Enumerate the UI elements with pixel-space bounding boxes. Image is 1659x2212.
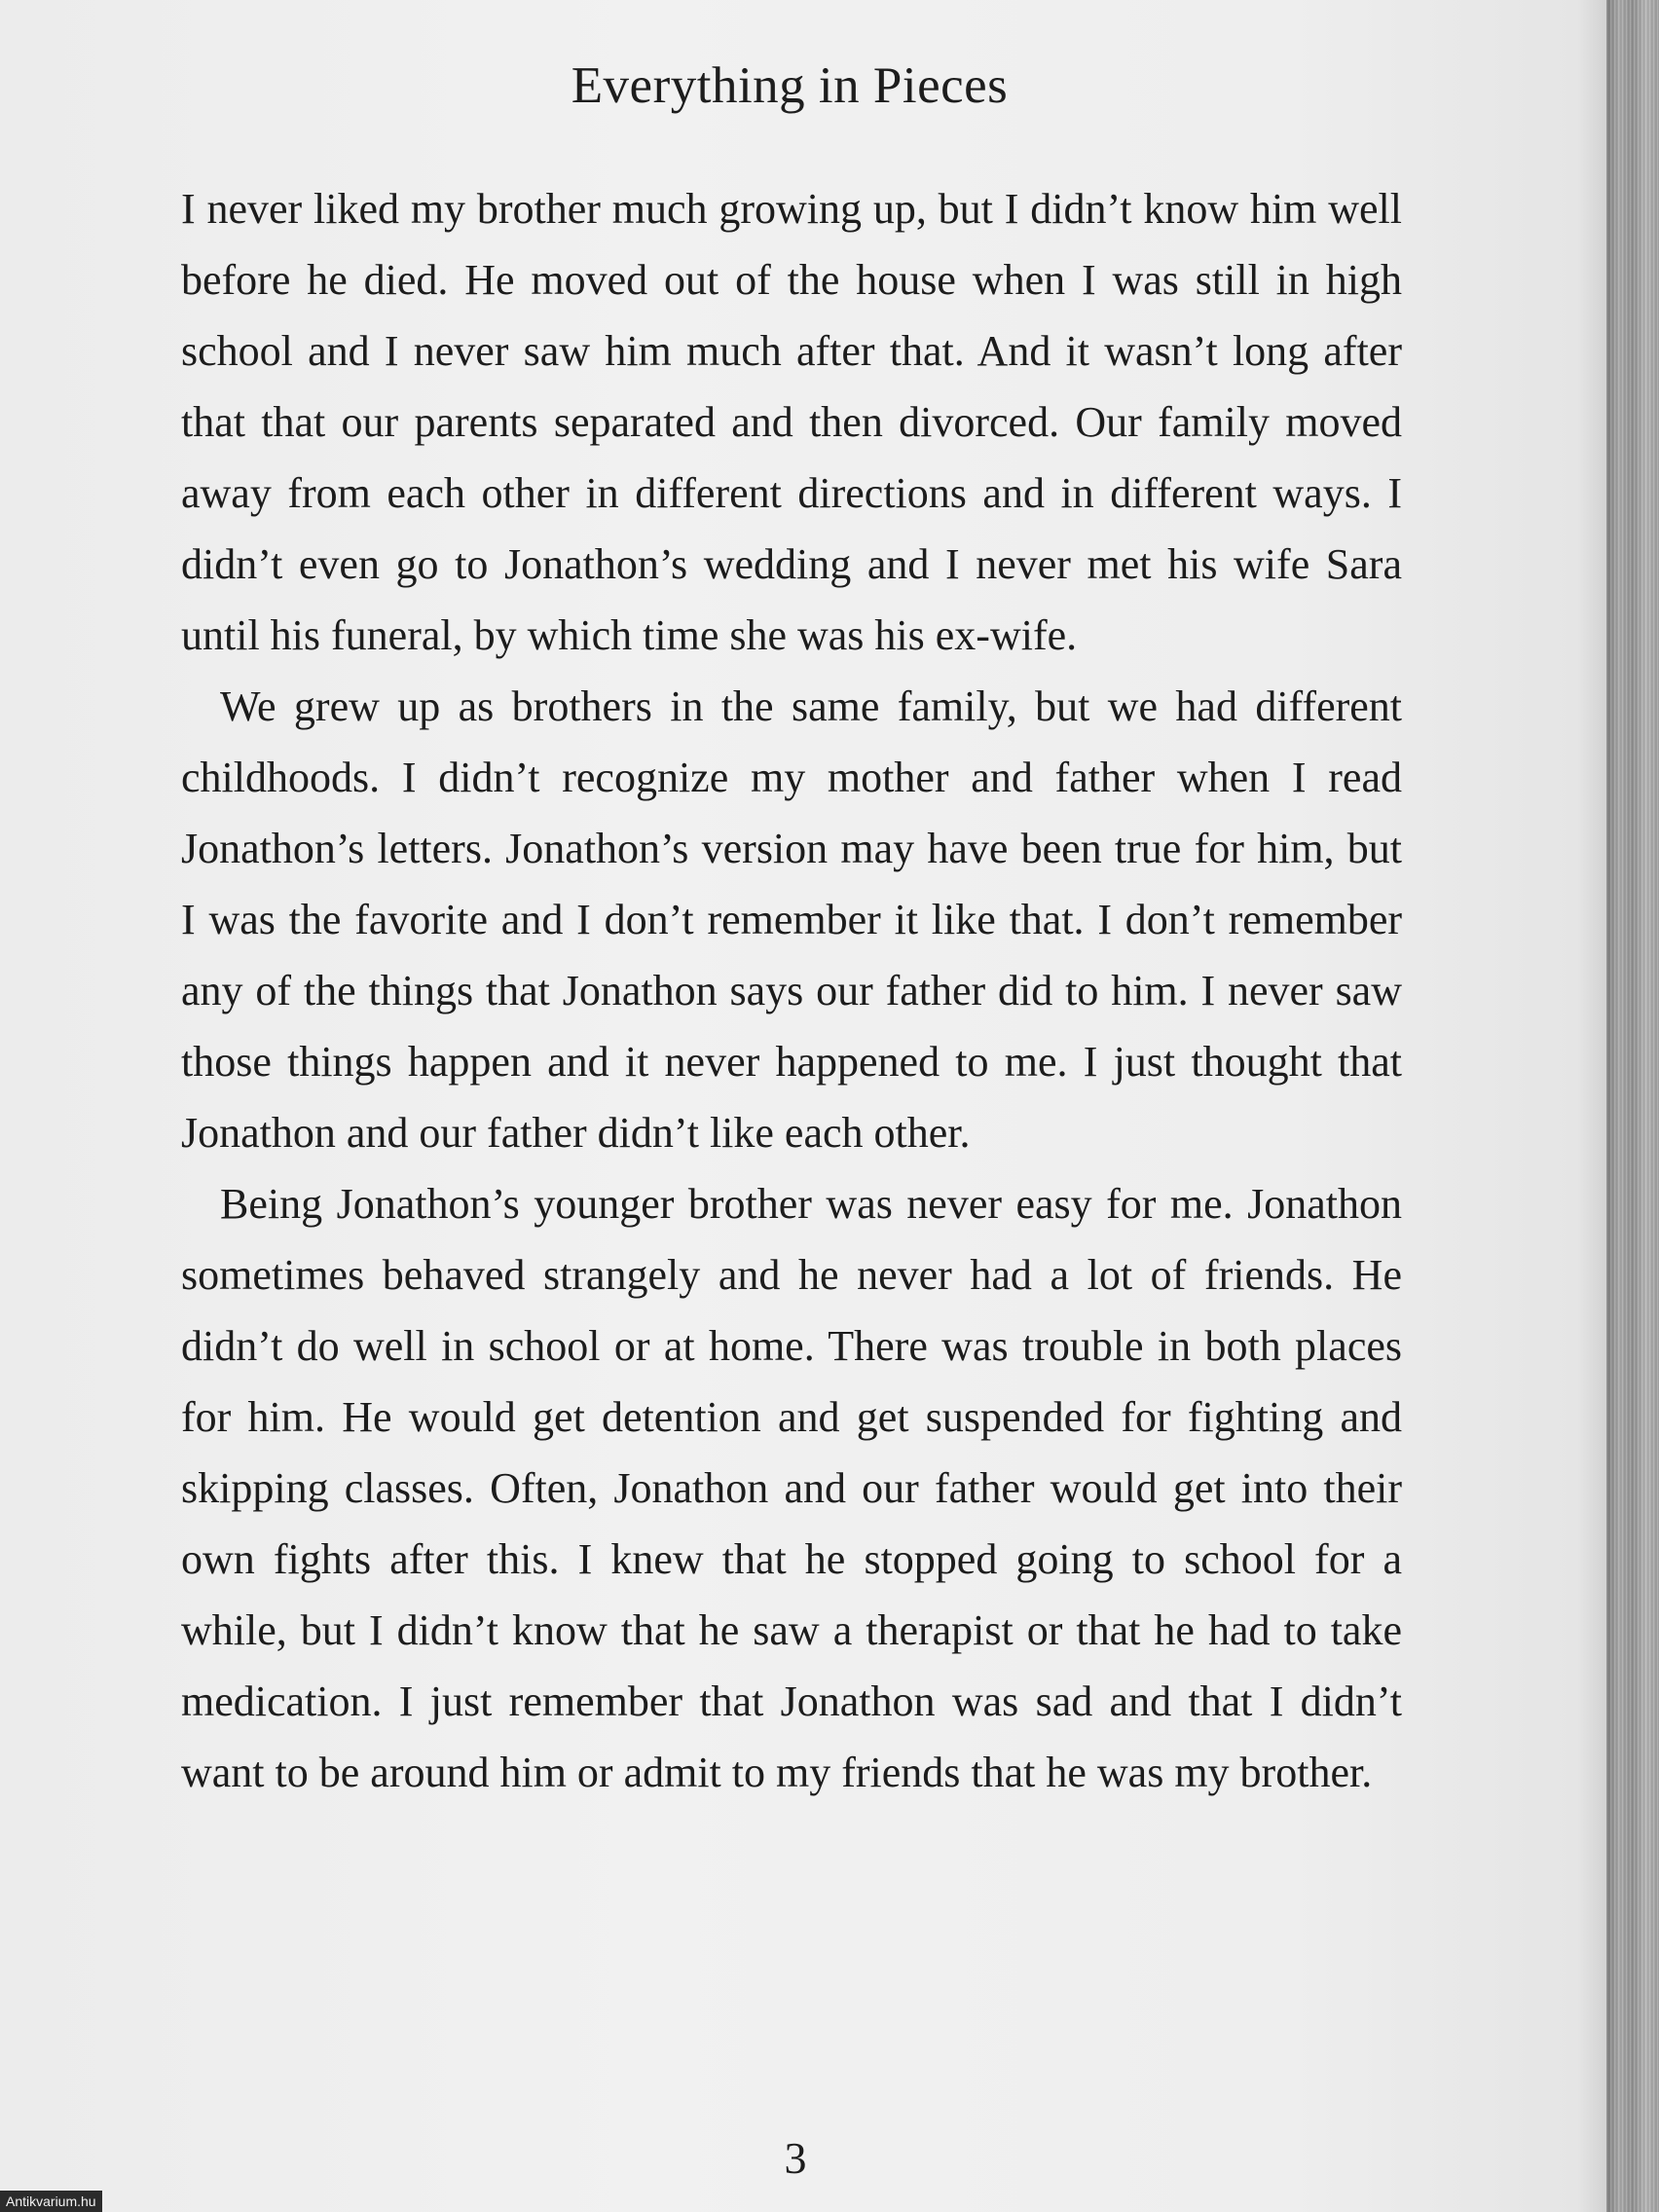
binding-shadow xyxy=(1577,0,1606,2212)
chapter-title: Everything in Pieces xyxy=(571,57,1009,114)
page-number: 3 xyxy=(784,2133,807,2183)
paragraph-1: I never liked my brother much growing up, but I didn’t know him well before he died. He moved out of the house when I was still in high school and I never saw him much after that. And it wasn’t long after that that our parents separated and then divorced. Our family moved away from each other in different directions and in different ways. I didn’t even go to Jonathon’s wedding and I never met his wife Sara until his funeral, by which time she was his ex-wife. xyxy=(181,185,1402,659)
site-watermark: Antikvarium.hu xyxy=(0,2191,102,2212)
paragraph-3: Being Jonathon’s younger brother was never easy for me. Jonathon sometimes behaved strangely and he never had a lot of friends. He didn’t do well in school or at home. There was trouble in both places for him. He would get detention and get suspended for fighting and skipping classes. Often, Jonathon and our father would get into their own fights after this. I knew that he stopped going to school for a while, but I didn’t know that he saw a therapist or that he had to take medication. I just remember that Jonathon was sad and that I didn’t want to be around him or admit to my friends that he was my brother. xyxy=(181,1180,1402,1796)
paragraph-2: We grew up as brothers in the same family, but we had different childhoods. I didn’t recognize my mother and father when I read Jonathon’s letters. Jonathon’s version may have been true for him, but I was the favorite and I don’t remember it like that. I don’t remember any of the things that Jonathon says our father did to him. I never saw those things happen and it never happened to me. I just thought that Jonathon and our father didn’t like each other. xyxy=(181,682,1402,1157)
page-edge-lines xyxy=(1606,0,1659,2212)
chapter-body xyxy=(181,173,1402,1808)
